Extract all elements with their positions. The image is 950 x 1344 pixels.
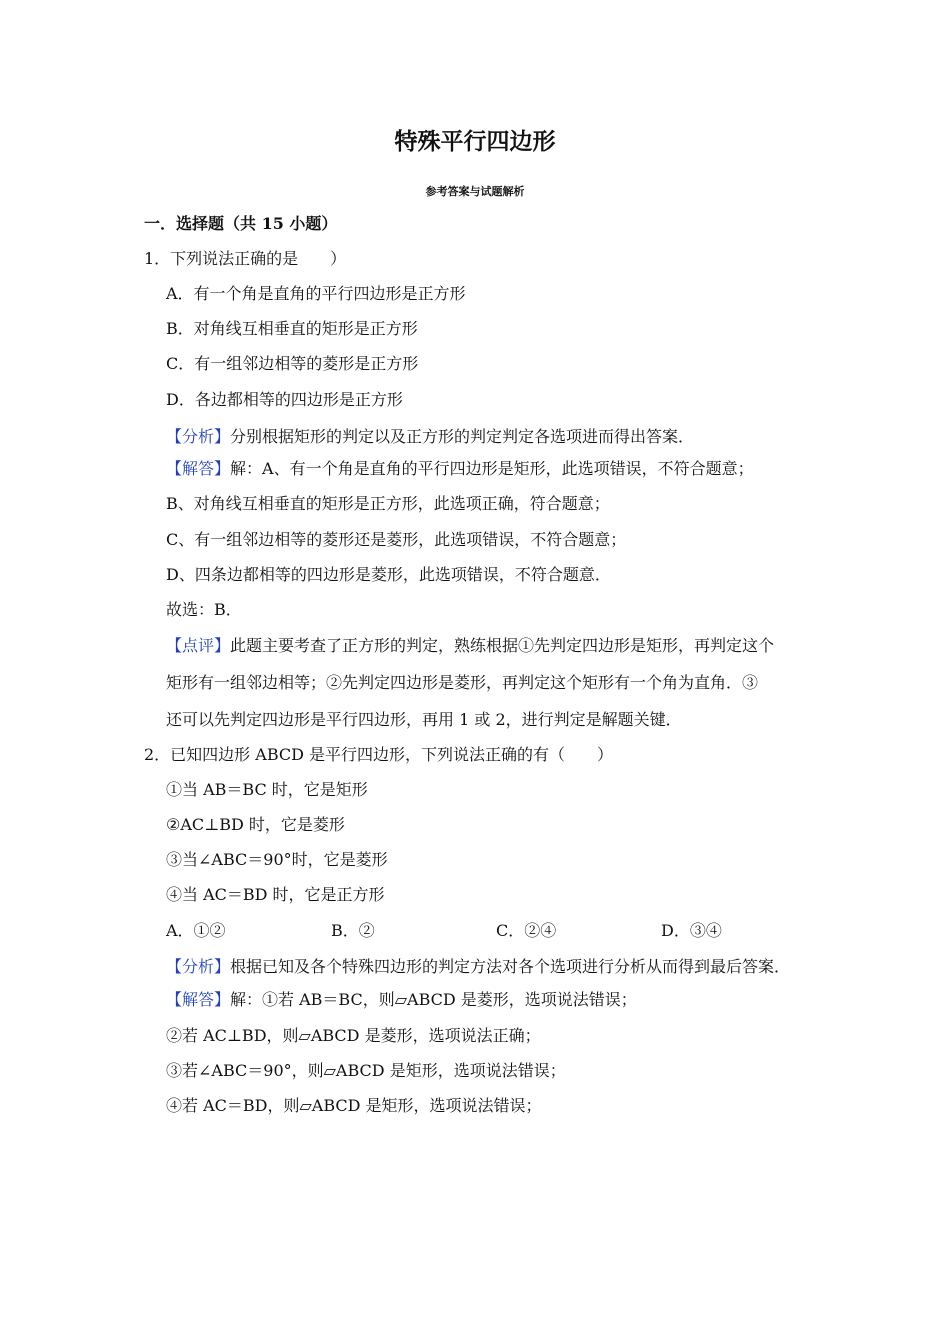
- q2-answer-line: ④若 AC＝BD，则▱ABCD 是矩形，选项说法错误；: [166, 1096, 542, 1115]
- answer-line: 解：A、有一个角是直角的平行四边形是矩形，此选项错误，不符合题意；: [230, 459, 754, 478]
- q2-statement: ①当 AB＝BC 时，它是矩形: [166, 780, 368, 799]
- q2-answer: [166, 990, 637, 1010]
- comment-tag: 【点评】: [166, 636, 231, 655]
- q2-option-d: D．③④: [661, 921, 722, 940]
- q1-comment: [166, 636, 774, 656]
- answer-tag: 【解答】: [166, 990, 231, 1009]
- q1-option-c: C．有一组邻边相等的菱形是正方形: [166, 354, 419, 373]
- q2-analysis: [166, 957, 790, 977]
- q1-comment-line: 矩形有一组邻边相等；②先判定四边形是菱形，再判定这个矩形有一个角为直角．③: [166, 673, 759, 692]
- q1-option-a: A．有一个角是直角的平行四边形是正方形: [166, 284, 466, 303]
- q1-analysis: [166, 427, 694, 447]
- comment-line: 此题主要考查了正方形的判定，熟练根据①先判定四边形是矩形，再判定这个: [230, 636, 775, 655]
- analysis-tag: 【分析】: [166, 427, 231, 446]
- q2-stem: 2．已知四边形 ABCD 是平行四边形，下列说法正确的有（ ）: [144, 745, 614, 764]
- q1-stem: 1．下列说法正确的是 ）: [144, 249, 347, 268]
- analysis-tag: 【分析】: [166, 957, 231, 976]
- q2-answer-line: ②若 AC⊥BD，则▱ABCD 是菱形，选项说法正确；: [166, 1026, 541, 1045]
- answer-tag: 【解答】: [166, 459, 231, 478]
- section-heading: 一．选择题（共 15 小题）: [144, 214, 338, 233]
- q2-option-a: A．①②: [166, 921, 226, 940]
- q1-answer: [166, 459, 754, 479]
- answer-line: 解：①若 AB＝BC，则▱ABCD 是菱形，选项说法错误；: [230, 990, 637, 1009]
- q1-answer-line: B、对角线互相垂直的矩形是正方形，此选项正确，符合题意；: [166, 494, 610, 513]
- q1-answer-choice: 故选：B．: [166, 600, 242, 619]
- q2-option-b: B．②: [331, 921, 375, 940]
- q1-option-b: B．对角线互相垂直的矩形是正方形: [166, 319, 418, 338]
- q2-statement: ②AC⊥BD 时，它是菱形: [166, 815, 345, 834]
- q1-comment-line: 还可以先判定四边形是平行四边形，再用 1 或 2，进行判定是解题关键．: [166, 710, 682, 729]
- page-subtitle: 参考答案与试题解析: [425, 185, 525, 198]
- q1-option-d: D．各边都相等的四边形是正方形: [166, 390, 403, 409]
- q1-answer-line: D、四条边都相等的四边形是菱形，此选项错误，不符合题意．: [166, 565, 611, 584]
- analysis-text: 根据已知及各个特殊四边形的判定方法对各个选项进行分析从而得到最后答案．: [230, 957, 791, 976]
- q2-answer-line: ③若∠ABC＝90°，则▱ABCD 是矩形，选项说法错误；: [166, 1061, 566, 1080]
- page-title: 特殊平行四边形: [394, 128, 556, 155]
- q2-statement: ④当 AC＝BD 时，它是正方形: [166, 885, 385, 904]
- q2-options-row: [166, 921, 722, 941]
- q2-statement: ③当∠ABC＝90°时，它是菱形: [166, 850, 388, 869]
- q2-option-c: C．②④: [496, 921, 557, 940]
- analysis-text: 分别根据矩形的判定以及正方形的判定判定各选项进而得出答案．: [230, 427, 695, 446]
- q1-answer-line: C、有一组邻边相等的菱形还是菱形，此选项错误，不符合题意；: [166, 530, 627, 549]
